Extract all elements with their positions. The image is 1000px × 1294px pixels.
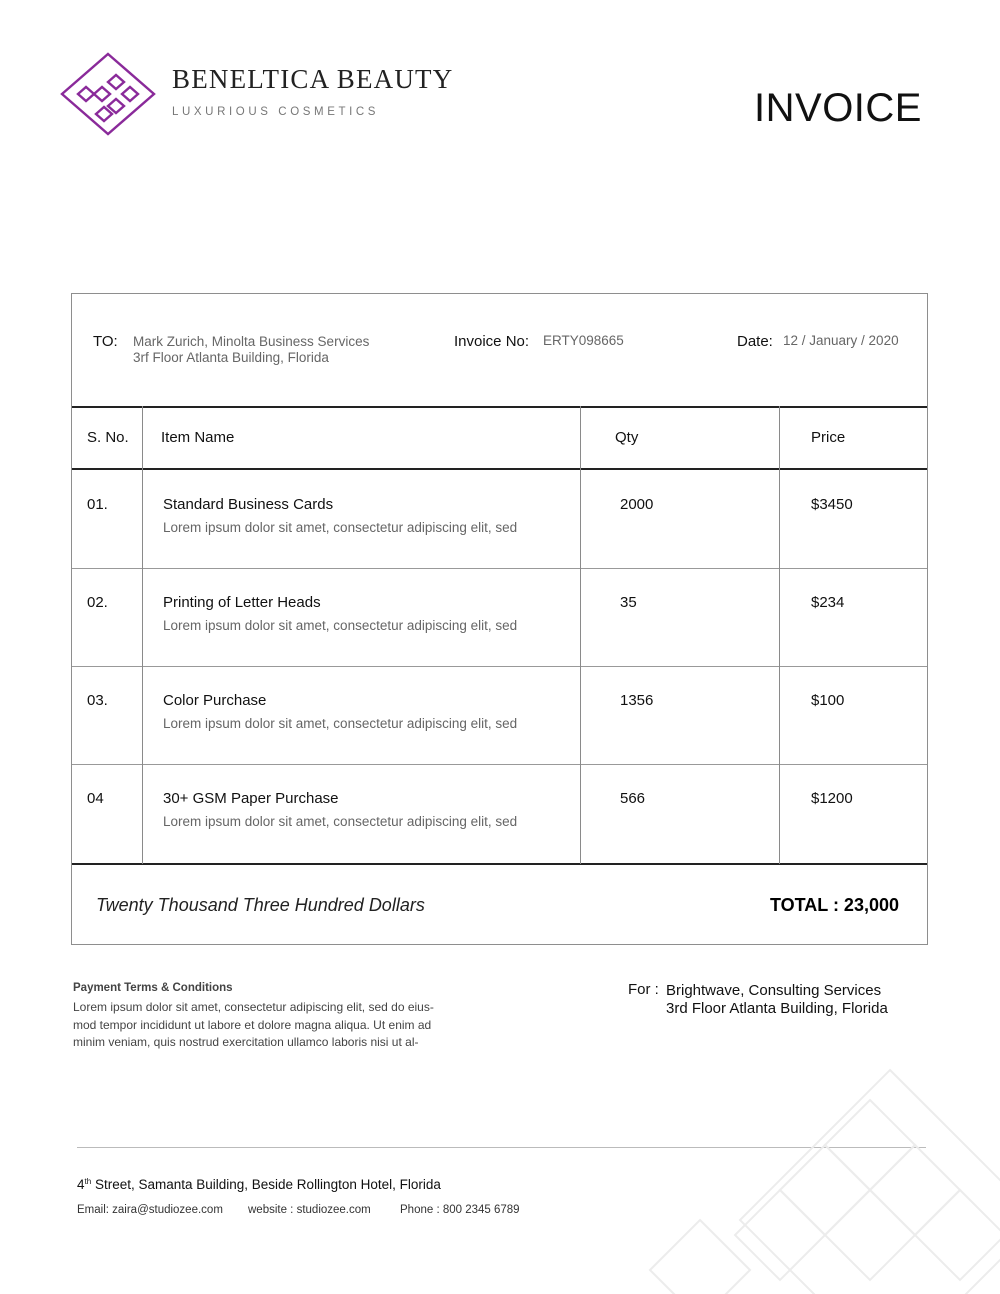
- to-address: 3rf Floor Atlanta Building, Florida: [133, 350, 329, 365]
- row-sno: 04: [87, 790, 104, 807]
- header-qty: Qty: [615, 429, 639, 446]
- row-item-name: Standard Business Cards: [163, 496, 334, 513]
- to-name: Mark Zurich, Minolta Business Services: [133, 334, 370, 349]
- address-ordinal: th: [84, 1177, 92, 1186]
- for-label: For :: [628, 981, 659, 998]
- row-qty: 1356: [620, 692, 654, 709]
- for-address: 3rd Floor Atlanta Building, Florida: [666, 1000, 888, 1017]
- row-description: Lorem ipsum dolor sit amet, consectetur adipiscing elit, sed: [163, 520, 518, 535]
- date-value: 12 / January / 2020: [783, 333, 899, 348]
- date-label: Date:: [737, 333, 773, 350]
- row-item-name: Printing of Letter Heads: [163, 594, 321, 611]
- row-item-name: 30+ GSM Paper Purchase: [163, 790, 339, 807]
- brand-name: BENELTICA BEAUTY: [172, 64, 454, 94]
- invoice-no-value: ERTY098665: [543, 333, 624, 348]
- total-amount: TOTAL : 23,000: [769, 895, 899, 915]
- footer-website: website : studiozee.com: [248, 1204, 371, 1216]
- row-item-name: Color Purchase: [163, 692, 267, 709]
- header-item-name: Item Name: [161, 429, 235, 446]
- invoice-box: [71, 293, 928, 945]
- row-sno: 02.: [87, 594, 108, 611]
- row-price: $1200: [811, 790, 853, 807]
- table-bottom-rule: [72, 863, 927, 865]
- address-number: 4: [77, 1177, 85, 1192]
- invoice-no-label: Invoice No:: [454, 333, 530, 350]
- row-qty: 566: [620, 790, 646, 807]
- row-description: Lorem ipsum dolor sit amet, consectetur adipiscing elit, sed: [163, 618, 518, 633]
- row-price: $234: [811, 594, 845, 611]
- header-price: Price: [811, 429, 846, 446]
- footer-address: [77, 1177, 441, 1192]
- terms-heading: Payment Terms & Conditions: [73, 982, 233, 994]
- footer-email: Email: zaira@studiozee.com: [77, 1204, 223, 1216]
- document-title: INVOICE: [754, 86, 922, 130]
- table-row: [72, 568, 927, 666]
- row-qty: 35: [620, 594, 637, 611]
- address-text: Street, Samanta Building, Beside Rollington Hotel, Florida: [91, 1177, 441, 1192]
- row-price: $3450: [811, 496, 853, 513]
- row-qty: 2000: [620, 496, 654, 513]
- table-row: [72, 666, 927, 764]
- to-label: TO:: [93, 333, 118, 350]
- terms-body: Lorem ipsum dolor sit amet, consectetur adipiscing elit, sed do eius-mod tempor incididunt ut labore et dolore magna aliqua. Ut enim ad minim veniam, quis nostrud exercitation ullamco laboris nisi ut al-: [73, 1000, 434, 1049]
- for-company: Brightwave, Consulting Services: [666, 982, 882, 999]
- row-price: $100: [811, 692, 845, 709]
- footer-phone: Phone : 800 2345 6789: [400, 1204, 520, 1216]
- table-row: [72, 764, 927, 862]
- table-top-rule: [72, 406, 927, 408]
- row-sno: 03.: [87, 692, 108, 709]
- table-row: [72, 470, 927, 568]
- brand-logo-icon: [58, 52, 158, 136]
- header-sno: S. No.: [87, 429, 129, 446]
- brand-tagline: LUXURIOUS COSMETICS: [172, 106, 380, 118]
- row-description: Lorem ipsum dolor sit amet, consectetur adipiscing elit, sed: [163, 814, 518, 829]
- amount-in-words: Twenty Thousand Three Hundred Dollars: [96, 895, 425, 915]
- row-sno: 01.: [87, 496, 108, 513]
- watermark-diamond-pattern-icon: [640, 1040, 1000, 1294]
- row-description: Lorem ipsum dolor sit amet, consectetur adipiscing elit, sed: [163, 716, 518, 731]
